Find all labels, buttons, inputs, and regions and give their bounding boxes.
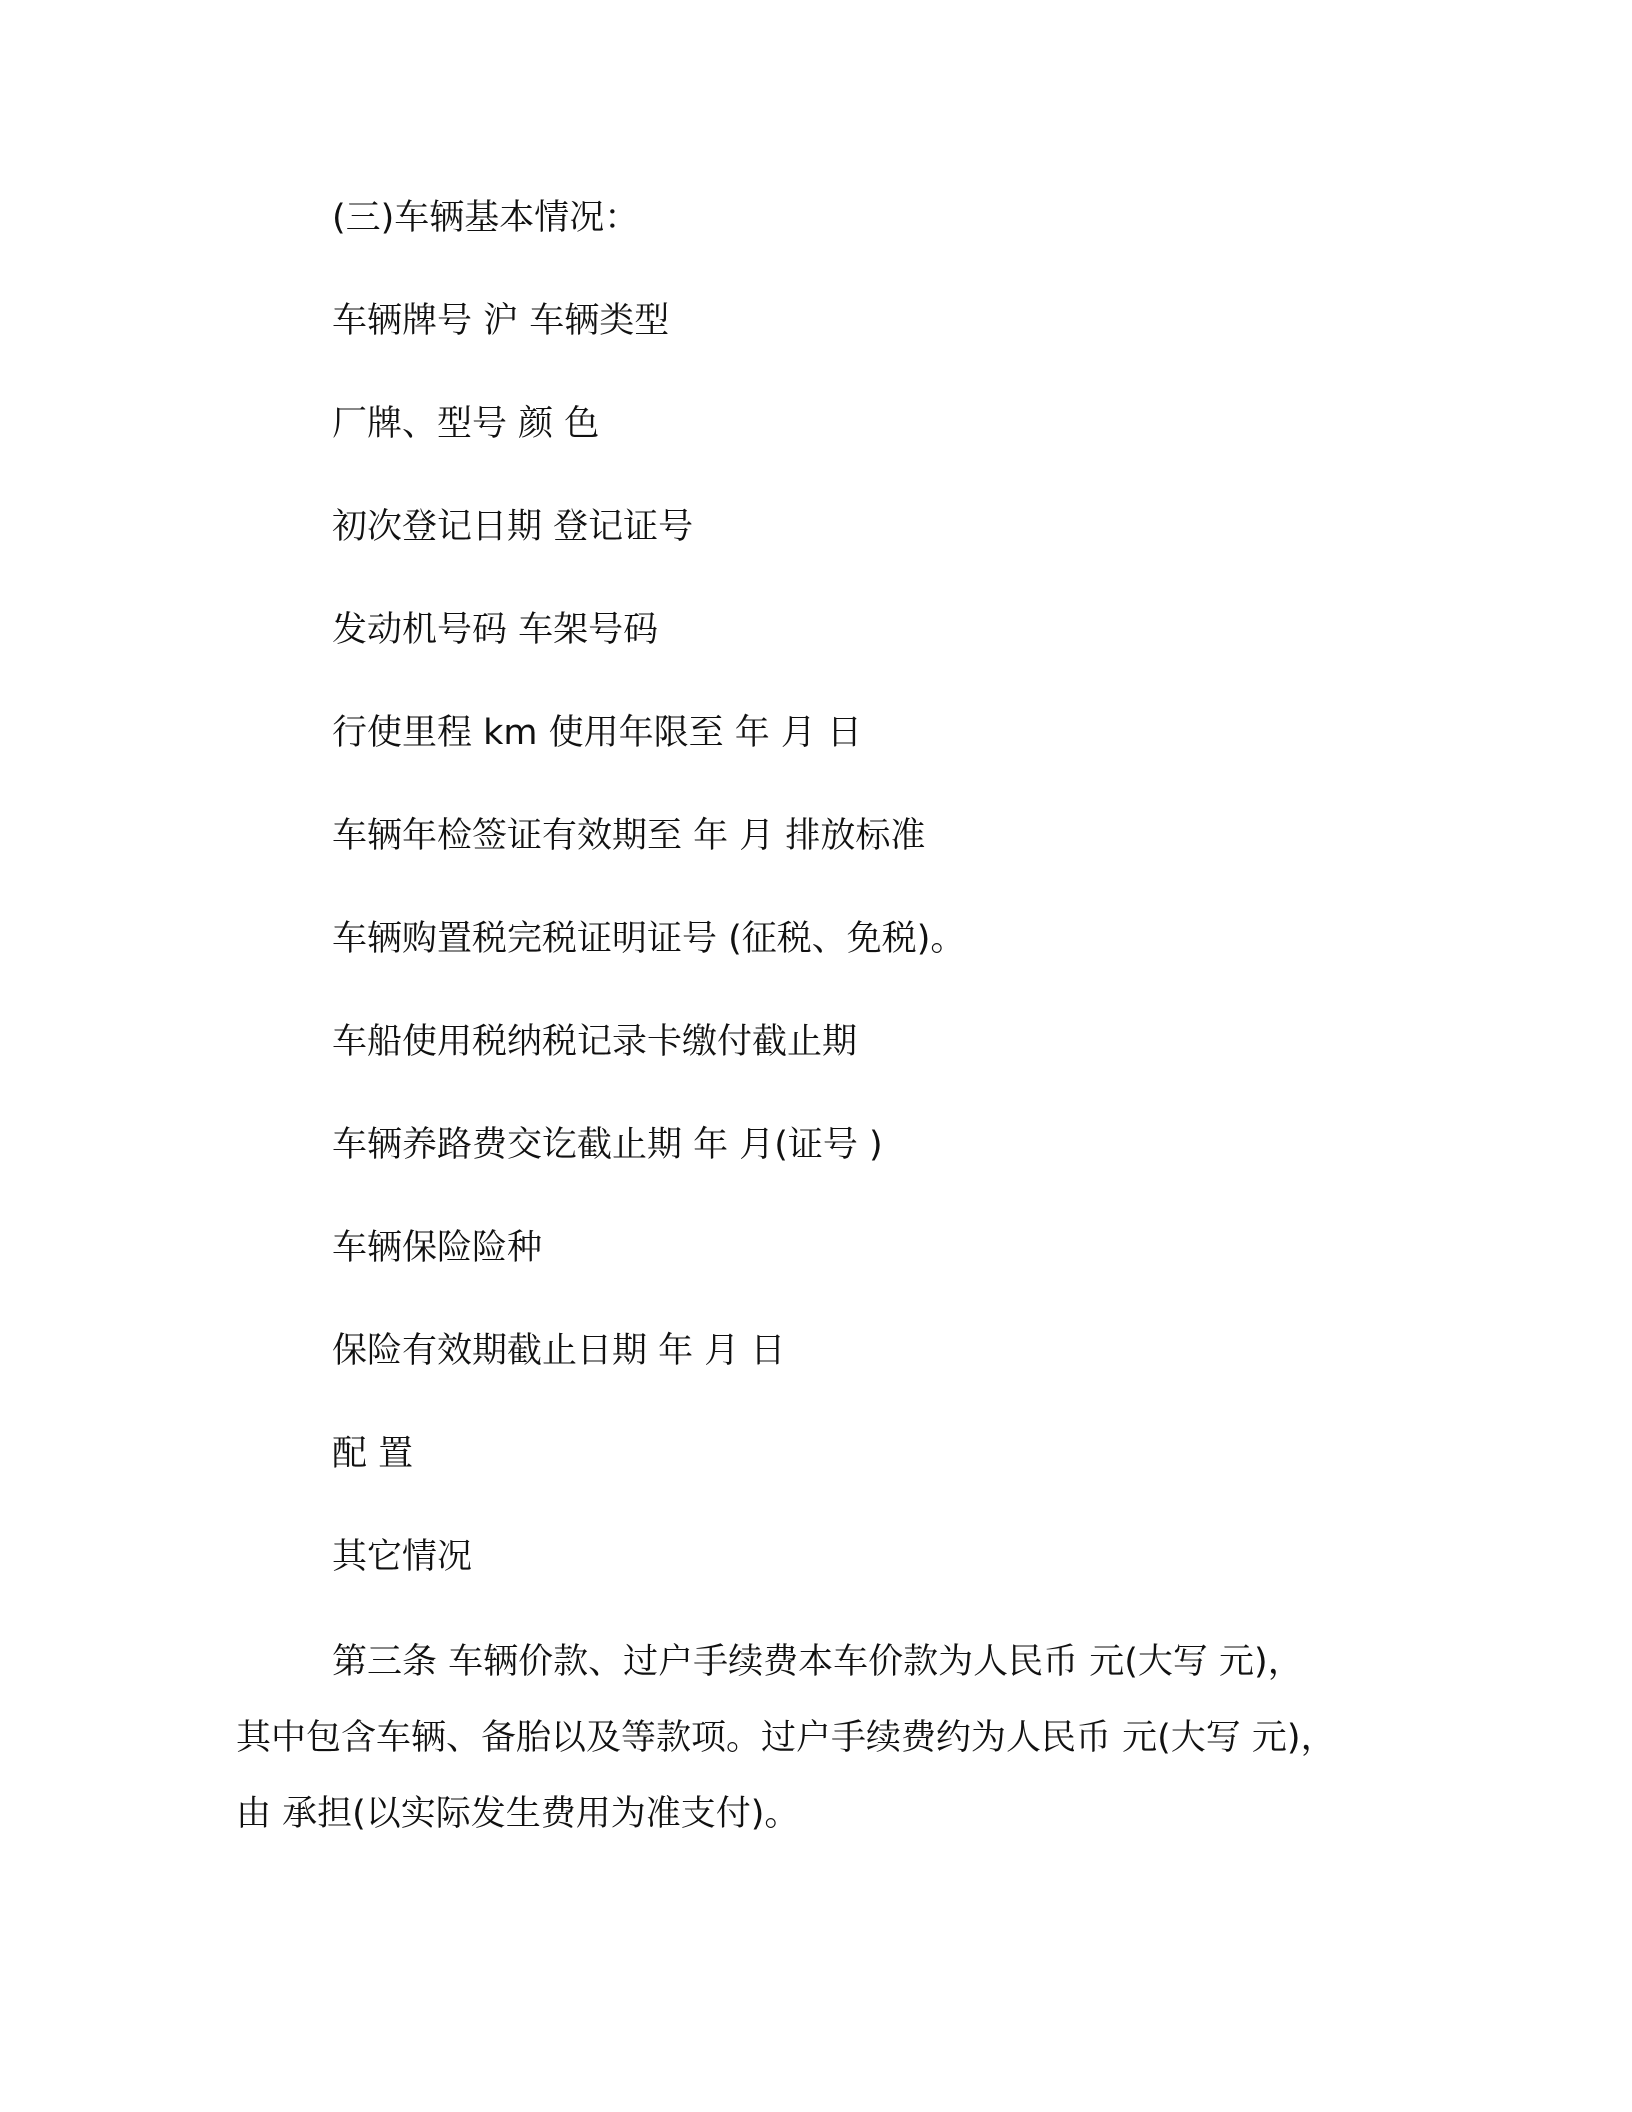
section-heading: (三)车辆基本情况： (332, 198, 640, 238)
article3-line-1: 第三条 车辆价款、过户手续费本车价款为人民币 元(大写 元)， (332, 1642, 1303, 1682)
article3-line-2: 其中包含车辆、备胎以及等款项。过户手续费约为人民币 元(大写 元)， (236, 1718, 1336, 1758)
mileage-line: 行使里程 km 使用年限至 年 月 日 (332, 713, 862, 753)
purchase-tax-line: 车辆购置税完税证明证号 (征税、免税)。 (332, 919, 966, 959)
vessel-tax-line: 车船使用税纳税记录卡缴付截止期 (332, 1022, 858, 1062)
brand-color-line: 厂牌、型号 颜 色 (332, 404, 600, 444)
configuration-line: 配 置 (332, 1434, 414, 1474)
vehicle-plate-line: 车辆牌号 沪 车辆类型 (332, 301, 670, 341)
insurance-expiry-line: 保险有效期截止日期 年 月 日 (332, 1331, 786, 1371)
registration-line: 初次登记日期 登记证号 (332, 507, 694, 547)
road-fee-line: 车辆养路费交讫截止期 年 月(证号 ) (332, 1125, 883, 1165)
other-info-line: 其它情况 (332, 1537, 473, 1577)
insurance-type-line: 车辆保险险种 (332, 1228, 543, 1268)
article3-line-3: 由 承担(以实际发生费用为准支付)。 (236, 1794, 800, 1834)
engine-frame-line: 发动机号码 车架号码 (332, 610, 659, 650)
inspection-line: 车辆年检签证有效期至 年 月 排放标准 (332, 816, 926, 856)
